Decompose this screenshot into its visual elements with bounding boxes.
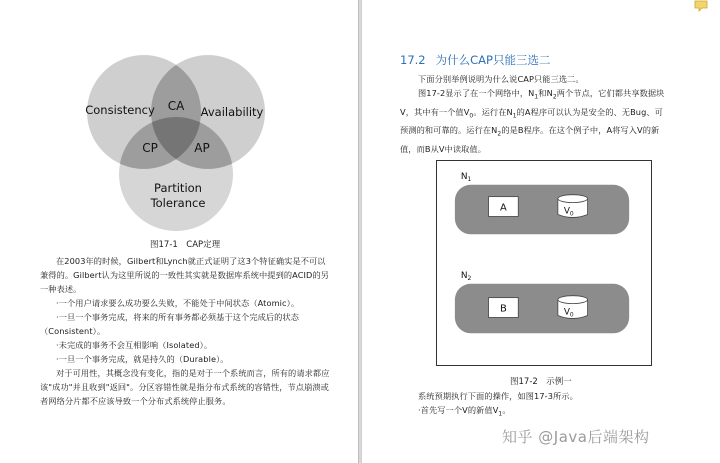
cp-label: CP (142, 141, 158, 155)
svg-text:V0: $V_0$ (563, 206, 574, 218)
network-nodes-diagram (436, 160, 652, 366)
bullet-atomic: ·一个用户请求要么成功要么失败，不能处于中间状态（Atomic）。 (56, 298, 300, 308)
node-n2 (455, 284, 629, 334)
figure-17-1-caption: 图17-1 CAP定理 (150, 240, 221, 250)
section-number: 17.2 (400, 53, 426, 67)
right-bottom-text (400, 389, 670, 422)
paragraph: 对于可用性，其概念没有变化，指的是对于一个系统而言，所有的请求都应该"成功"并且收到"返回"。分区容错性就是指分布式系统的容错性，节点崩溃或者网络分片都不应该导致一个分布式系统停止服务。 (40, 368, 330, 406)
program-b-label: B (499, 303, 507, 315)
bullet-isolated: ·未完成的事务不会互相影响（Isolated）。 (56, 340, 213, 350)
availability-label: Availability (200, 105, 264, 119)
paragraph: 在2003年的时候，Gilbert和Lynch就正式证明了这3个特征确实是不可以兼得的。Gilbert认为这里所说的一致性其实就是数据库系统中提到的ACID的另一种表述。 (40, 256, 330, 294)
database-v0-icon (558, 296, 588, 319)
node-n1-label: $N_1$ (460, 171, 472, 183)
paragraph: 系统预期执行下面的操作，如图17-3所示。 (418, 391, 578, 401)
node-n1 (455, 185, 629, 235)
right-body-text (400, 72, 670, 156)
consistency-label: Consistency (85, 103, 155, 117)
paragraph: 下面分别举例说明为什么说CAP只能三选二。 (418, 74, 584, 84)
partition-label-line2: Tolerance (150, 196, 206, 210)
ca-label: CA (167, 99, 185, 113)
program-a-label: A (500, 202, 507, 214)
bullet-write-v1: ·首先写一个V的新值$V_1$。 (418, 405, 511, 418)
bullet-durable: ·一旦一个事务完成，就是持久的（Durable）。 (56, 354, 229, 364)
figure-17-2-caption: 图17-2 示例一 (510, 377, 572, 387)
bookmark-icon[interactable] (694, 0, 708, 12)
svg-text:V0: $V_0$ (563, 307, 574, 319)
paragraph: 图17-2显示了在一个网络中，$N_1$和$N_2$两个节点，它们都共享数据块V，其中有一个值$V_0$。运行在$N_1$的A程序可以认为是安全的、无Bug、可预测的和可靠的。运行在$N_2$的是B程序。在这个例子中，A将写入V的新值，而B从V中读取值。 (400, 88, 665, 154)
database-v0-icon (558, 195, 588, 218)
node-n2-label: $N_2$ (460, 270, 472, 282)
section-title: 为什么CAP只能三选二 (435, 53, 551, 67)
watermark: 知乎 @Java后端架构 (502, 428, 650, 446)
ap-label: AP (194, 141, 210, 155)
partition-label-line1: Partition (154, 181, 202, 195)
section-heading (400, 52, 550, 68)
bullet-consistent: ·一旦一个事务完成，将来的所有事务都必须基于这个完成后的状态（Consistent）。 (40, 312, 300, 336)
